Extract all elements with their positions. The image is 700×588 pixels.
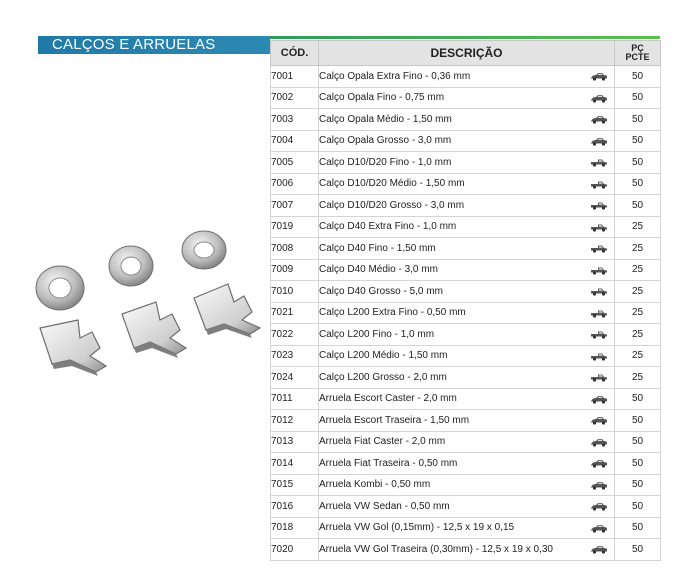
cell-description [319, 324, 615, 346]
sedan-car-icon [590, 395, 608, 404]
table-row [271, 517, 661, 539]
table-row [271, 281, 661, 303]
parts-table [270, 40, 661, 561]
description-text: Arruela VW Gol (0,15mm) - 12,5 x 19 x 0,15 [319, 522, 515, 534]
sedan-car-icon [590, 416, 608, 425]
sedan-car-icon [590, 481, 608, 490]
table-row [271, 302, 661, 324]
sedan-car-icon [590, 438, 608, 447]
cell-description [319, 474, 615, 496]
cell-code: 7009 [271, 259, 319, 281]
cell-quantity: 50 [615, 453, 661, 475]
sedan-car-icon [590, 459, 608, 468]
cell-quantity: 50 [615, 431, 661, 453]
table-row [271, 238, 661, 260]
sedan-car-icon [590, 94, 608, 103]
cell-code: 7020 [271, 539, 319, 561]
cell-description [319, 539, 615, 561]
cell-quantity: 50 [615, 474, 661, 496]
description-text: Calço D40 Fino - 1,50 mm [319, 242, 436, 254]
table-row [271, 173, 661, 195]
description-text: Calço Opala Fino - 0,75 mm [319, 92, 445, 104]
pickup-truck-icon [590, 266, 608, 275]
cell-code: 7005 [271, 152, 319, 174]
cell-description [319, 302, 615, 324]
cell-code: 7016 [271, 496, 319, 518]
cell-quantity: 25 [615, 259, 661, 281]
sedan-car-icon [590, 115, 608, 124]
column-header-quantity-line1: PÇ [631, 43, 644, 53]
description-text: Calço D40 Extra Fino - 1,0 mm [319, 221, 457, 233]
cell-code: 7015 [271, 474, 319, 496]
table-row [271, 130, 661, 152]
table-row [271, 388, 661, 410]
cell-description [319, 496, 615, 518]
section-banner [38, 36, 270, 54]
cell-quantity: 50 [615, 87, 661, 109]
cell-description [319, 517, 615, 539]
cell-code: 7003 [271, 109, 319, 131]
cell-description [319, 367, 615, 389]
table-row [271, 109, 661, 131]
accent-stripe [270, 36, 660, 39]
shim-illustration [40, 320, 106, 376]
sedan-car-icon [590, 524, 608, 533]
cell-description [319, 259, 615, 281]
table-row [271, 496, 661, 518]
cell-quantity: 50 [615, 130, 661, 152]
cell-quantity: 50 [615, 173, 661, 195]
pickup-truck-icon [590, 309, 608, 318]
cell-description [319, 66, 615, 88]
description-text: Calço D40 Grosso - 5,0 mm [319, 285, 443, 297]
cell-quantity: 25 [615, 345, 661, 367]
cell-description [319, 109, 615, 131]
cell-quantity: 50 [615, 66, 661, 88]
description-text: Calço L200 Fino - 1,0 mm [319, 328, 435, 340]
pickup-truck-icon [590, 287, 608, 296]
description-text: Calço Opala Médio - 1,50 mm [319, 113, 452, 125]
description-text: Calço L200 Extra Fino - 0,50 mm [319, 307, 466, 319]
cell-code: 7012 [271, 410, 319, 432]
cell-description [319, 281, 615, 303]
table-row [271, 216, 661, 238]
sedan-car-icon [590, 502, 608, 511]
description-text: Arruela Fiat Traseira - 0,50 mm [319, 457, 458, 469]
cell-description [319, 388, 615, 410]
table-row [271, 259, 661, 281]
description-text: Calço L200 Grosso - 2,0 mm [319, 371, 447, 383]
description-text: Calço Opala Extra Fino - 0,36 mm [319, 70, 471, 82]
cell-quantity: 50 [615, 388, 661, 410]
cell-code: 7018 [271, 517, 319, 539]
cell-quantity: 50 [615, 496, 661, 518]
sedan-car-icon [590, 545, 608, 554]
shim-illustration [194, 284, 260, 338]
pickup-truck-icon [590, 244, 608, 253]
table-row [271, 410, 661, 432]
cell-quantity: 50 [615, 539, 661, 561]
table-row [271, 324, 661, 346]
description-text: Arruela Escort Caster - 2,0 mm [319, 393, 457, 405]
cell-description [319, 87, 615, 109]
description-text: Arruela Fiat Caster - 2,0 mm [319, 436, 446, 448]
table-row [271, 474, 661, 496]
description-text: Arruela Kombi - 0,50 mm [319, 479, 431, 491]
cell-description [319, 216, 615, 238]
pickup-truck-icon [590, 223, 608, 232]
cell-description [319, 453, 615, 475]
description-text: Calço D40 Médio - 3,0 mm [319, 264, 438, 276]
cell-quantity: 50 [615, 109, 661, 131]
cell-code: 7014 [271, 453, 319, 475]
cell-code: 7022 [271, 324, 319, 346]
description-text: Arruela Escort Traseira - 1,50 mm [319, 414, 470, 426]
washer-illustration [36, 266, 84, 310]
table-row [271, 195, 661, 217]
table-row [271, 87, 661, 109]
cell-description [319, 238, 615, 260]
description-text: Calço Opala Grosso - 3,0 mm [319, 135, 452, 147]
column-header-description: DESCRIÇÃO [319, 41, 615, 66]
table-row [271, 367, 661, 389]
cell-quantity: 25 [615, 324, 661, 346]
cell-quantity: 25 [615, 367, 661, 389]
description-text: Arruela VW Sedan - 0,50 mm [319, 500, 450, 512]
column-header-code: CÓD. [271, 41, 319, 66]
description-text: Calço D10/D20 Grosso - 3,0 mm [319, 199, 465, 211]
cell-description [319, 431, 615, 453]
cell-code: 7001 [271, 66, 319, 88]
cell-code: 7002 [271, 87, 319, 109]
table-row [271, 539, 661, 561]
cell-code: 7008 [271, 238, 319, 260]
cell-description [319, 152, 615, 174]
cell-code: 7004 [271, 130, 319, 152]
cell-code: 7021 [271, 302, 319, 324]
washer-illustration [109, 246, 153, 286]
cell-code: 7006 [271, 173, 319, 195]
pickup-truck-icon [590, 352, 608, 361]
cell-quantity: 25 [615, 302, 661, 324]
cell-quantity: 50 [615, 152, 661, 174]
description-text: Arruela VW Gol Traseira (0,30mm) - 12,5 x 19 x 0,30 [319, 543, 553, 555]
shim-illustration [122, 302, 186, 358]
cell-description [319, 173, 615, 195]
description-text: Calço L200 Médio - 1,50 mm [319, 350, 448, 362]
sedan-car-icon [590, 72, 608, 81]
column-header-quantity-line2: PCTE [625, 52, 650, 62]
pickup-truck-icon [590, 201, 608, 210]
shims-and-washers-illustration [30, 228, 270, 388]
pickup-truck-icon [590, 180, 608, 189]
cell-code: 7019 [271, 216, 319, 238]
cell-code: 7011 [271, 388, 319, 410]
cell-quantity: 50 [615, 410, 661, 432]
cell-description [319, 195, 615, 217]
section-title: CALÇOS E ARRUELAS [52, 36, 216, 53]
cell-code: 7024 [271, 367, 319, 389]
cell-quantity: 25 [615, 281, 661, 303]
cell-code: 7007 [271, 195, 319, 217]
cell-quantity: 50 [615, 195, 661, 217]
cell-description [319, 130, 615, 152]
cell-description [319, 410, 615, 432]
pickup-truck-icon [590, 330, 608, 339]
table-row [271, 453, 661, 475]
table-row [271, 431, 661, 453]
table-row [271, 66, 661, 88]
pickup-truck-icon [590, 373, 608, 382]
column-header-quantity [615, 41, 661, 66]
cell-code: 7023 [271, 345, 319, 367]
cell-description [319, 345, 615, 367]
washer-illustration [182, 231, 226, 269]
cell-quantity: 25 [615, 238, 661, 260]
table-row [271, 345, 661, 367]
cell-code: 7010 [271, 281, 319, 303]
description-text: Calço D10/D20 Fino - 1,0 mm [319, 156, 452, 168]
sedan-car-icon [590, 137, 608, 146]
cell-quantity: 50 [615, 517, 661, 539]
table-header-row [271, 41, 661, 66]
cell-quantity: 25 [615, 216, 661, 238]
table-row [271, 152, 661, 174]
description-text: Calço D10/D20 Médio - 1,50 mm [319, 178, 465, 190]
pickup-truck-icon [590, 158, 608, 167]
cell-code: 7013 [271, 431, 319, 453]
